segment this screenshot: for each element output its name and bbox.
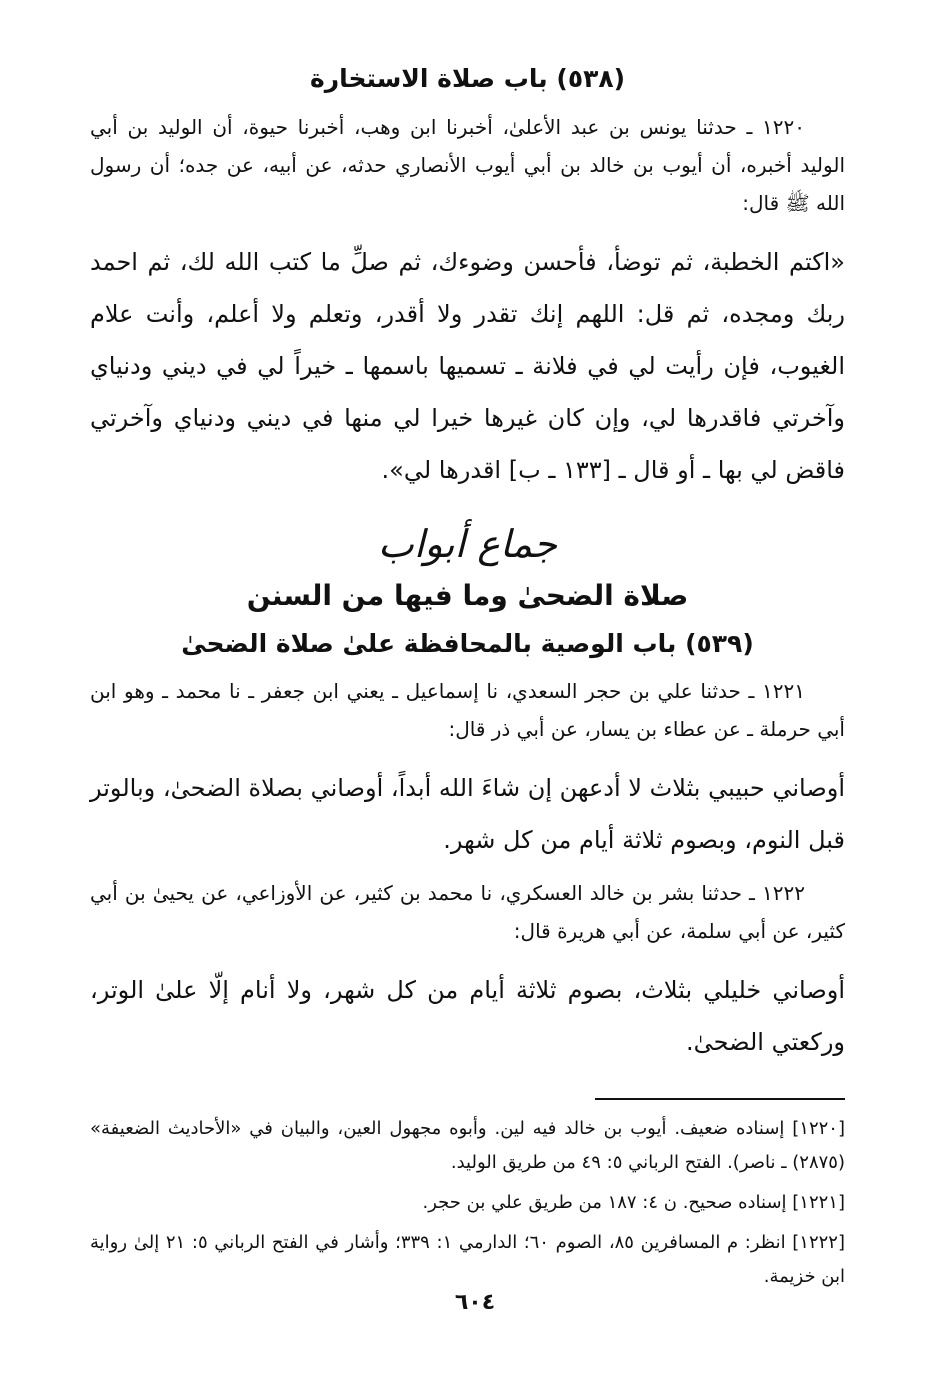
footnote-1220: [١٢٢٠] إسناده ضعيف. أيوب بن خالد فيه لين. وأبوه مجهول العين، والبيان في «الأحاديث الضعيفة» (٢٨٧٥) ـ ناصر). الفتح الرباني ٥: ٤٩ من طريق الوليد. <box>90 1118 845 1174</box>
footnote-divider <box>595 1098 845 1100</box>
hadith-1222-isnad: ١٢٢٢ ـ حدثنا بشر بن خالد العسكري، نا محمد بن كثير، عن الأوزاعي، عن يحيىٰ بن أبي كثير، عن أبي سلمة، عن أبي هريرة قال: <box>90 881 845 944</box>
hadith-1221-isnad: ١٢٢١ ـ حدثنا علي بن حجر السعدي، نا إسماعيل ـ يعني ابن جعفر ـ نا محمد ـ وهو ابن أبي حرملة ـ عن عطاء بن يسار، عن أبي ذر قال: <box>90 679 845 742</box>
section-539-title: (٥٣٩) باب الوصية بالمحافظة علىٰ صلاة الضحىٰ <box>181 628 754 658</box>
hadith-1221-matn: أوصاني حبيبي بثلاث لا أدعهن إن شاءَ الله أبداً، أوصاني بصلاة الضحىٰ، وبالوتر قبل النوم، وبصوم ثلاثة أيام من كل شهر. <box>90 774 845 855</box>
main-heading: صلاة الضحىٰ وما فيها من السنن <box>246 578 689 612</box>
page-number: ٦٠٤ <box>454 1290 496 1315</box>
section-538-title: (٥٣٨) باب صلاة الاستخارة <box>309 64 626 93</box>
footnote-1222: [١٢٢٢] انظر: م المسافرين ٨٥، الصوم ٦٠؛ الدارمي ١: ٣٣٩؛ وأشار في الفتح الرباني ٥: ٢١ إلىٰ رواية ابن خزيمة. <box>90 1232 845 1288</box>
hadith-1220-isnad: ١٢٢٠ ـ حدثنا يونس بن عبد الأعلىٰ، أخبرنا ابن وهب، أخبرنا حيوة، أن الوليد بن أبي الوليد أخبره، أن أيوب بن خالد بن أبي أيوب الأنصاري حدثه، عن أبيه، عن جده؛ أن رسول الله ﷺ قال: <box>90 114 845 215</box>
jima-heading: جماع أبواب <box>378 521 557 566</box>
page-body <box>90 60 845 1300</box>
hadith-1222-matn: أوصاني خليلي بثلاث، بصوم ثلاثة أيام من كل شهر، ولا أنام إلّا علىٰ الوتر، وركعتي الضحىٰ. <box>90 976 845 1057</box>
hadith-1220-matn: «اكتم الخطبة، ثم توضأ، فأحسن وضوءك، ثم صلِّ ما كتب الله لك، ثم احمد ربك ومجده، ثم قل: اللهم إنك تقدر ولا أقدر، وتعلم ولا أعلم، وأنت علام الغيوب، فإن رأيت لي في فلانة ـ تسميها باسمها ـ خيراً لي في ديني ودنياي وآخرتي فاقدرها لي، وإن كان غيرها خيرا لي منها في ديني ودنياي وآخرتي فاقض لي بها ـ أو قال ـ [١٣٣ ـ ب] اقدرها لي». <box>90 247 845 484</box>
footnote-1221: [١٢٢١] إسناده صحيح. ن ٤: ١٨٧ من طريق علي بن حجر. <box>422 1192 845 1214</box>
